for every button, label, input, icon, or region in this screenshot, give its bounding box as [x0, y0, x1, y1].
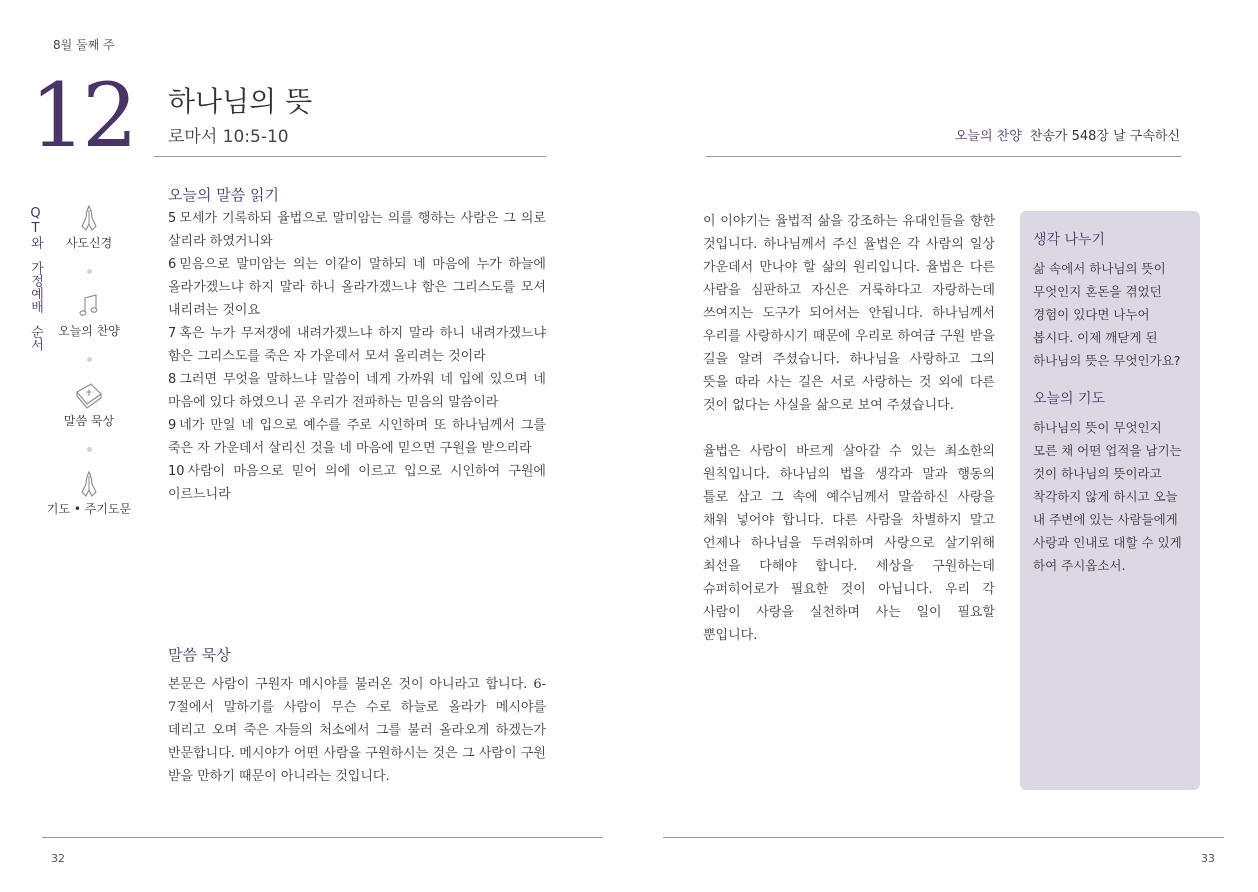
share-thoughts-text: 삶 속에서 하나님의 뜻이 무엇인지 혼돈을 겪었던 경험이 있다면 나누어 봅시다. 이제 깨닫게 된 하나님의 뜻은 무엇인가요?: [1033, 261, 1181, 368]
verse-number: 8: [168, 372, 177, 387]
reading-section-title: 오늘의 말씀 읽기: [168, 186, 279, 204]
verse: [168, 253, 546, 322]
page-number-right: 33: [1201, 852, 1215, 865]
meditation-section: [168, 644, 546, 788]
share-thoughts-title: 생각 나누기: [1033, 232, 1106, 248]
order-step-label: 말씀 묵상: [63, 414, 115, 428]
verse: [168, 368, 546, 414]
header-divider-left: [154, 156, 546, 157]
separator-dot: [87, 447, 92, 452]
footer-divider-left: [42, 837, 603, 838]
worship-order-vertical-label: [27, 206, 41, 351]
verse: [168, 322, 546, 368]
order-step-creed: [44, 204, 134, 251]
vertical-label-part1: QT와: [28, 206, 43, 249]
verse-text: 네가 만일 네 입으로 예수를 주로 시인하며 또 하나님께서 그를 죽은 자 가운데서 살리신 것을 네 마음에 믿으면 구원을 받으리라: [168, 418, 546, 456]
verse: [168, 207, 546, 253]
verse-number: 6: [168, 257, 177, 272]
todays-prayer-text: 하나님의 뜻이 무엇인지 모른 채 어떤 업적을 남기는 것이 하나님의 뜻이라고 착각하지 않게 하시고 오늘 내 주변에 있는 사람들에게 사랑과 인내로 대할 수 있게 하여 주시옵소서.: [1033, 420, 1182, 573]
verse-list: [168, 207, 546, 506]
verse: [168, 460, 546, 506]
reflection-sidebar: [1020, 211, 1200, 790]
page-number-left: 32: [51, 852, 65, 865]
praying-hands-icon: [74, 204, 104, 232]
verse-text: 그러면 무엇을 말하느냐 말씀이 네게 가까워 네 입에 있으며 네 마음에 있다 하였으니 곧 우리가 전파하는 믿음의 말씀이라: [168, 372, 546, 410]
order-step-meditation: [44, 380, 134, 429]
commentary-paragraph: 율법은 사람이 바르게 살아갈 수 있는 최소한의 원칙입니다. 하나님의 법을 생각과 말과 행동의 틀로 삼고 그 속에 예수님께서 말씀하신 사랑을 채워 넣어야 합니다. 다른 사람을 차별하지 말고 언제나 하나님을 두려워하며 사랑으로 살기위해 최선을 다해야 합니다. 세상을 구원하는데 슈퍼히어로가 필요한 것이 아닙니다. 우리 각 사람이 사랑을 실천하며 사는 일이 필요할 뿐입니다.: [703, 444, 995, 643]
meditation-text: 본문은 사람이 구원자 메시야를 불러온 것이 아니라고 합니다. 6-7절에서 말하기를 사람이 무슨 수로 하늘로 올라가 메시야를 데리고 오며 죽은 자들의 처소에서 그를 불러 올라오게 하겠는가 반문합니다. 메시야가 어떤 사람을 구원하시는 것은 그 사람이 구원 받을 만하기 때문이 아니라는 것입니다.: [168, 677, 546, 784]
vertical-label-part3: 순서: [28, 325, 43, 351]
verse-number: 5: [168, 211, 177, 226]
order-step-label: 사도신경: [65, 236, 113, 250]
order-step-label: 오늘의 찬양: [58, 324, 120, 338]
hymn-title: 찬송가 548장 날 구속하신: [1029, 129, 1180, 144]
worship-order-list: [44, 204, 134, 517]
verse-text: 모세가 기록하되 율법으로 말미암는 의를 행하는 사람은 그 의로 살리라 하였거니와: [168, 211, 546, 249]
day-number: 12: [30, 64, 134, 167]
todays-prayer-title: 오늘의 기도: [1033, 391, 1106, 407]
verse-number: 10: [168, 464, 185, 479]
order-step-hymn: [44, 292, 134, 339]
week-label: 8월 둘째 주: [53, 38, 115, 52]
verse-text: 혹은 누가 무저갱에 내려가겠느냐 하지 말라 하니 내려가겠느냐 함은 그리스도를 죽은 자 가운데서 모셔 올리려는 것이라: [168, 326, 546, 364]
order-step-prayer: [44, 470, 134, 517]
music-note-icon: [74, 292, 104, 320]
verse: [168, 414, 546, 460]
separator-dot: [87, 269, 92, 274]
header-divider-right: [706, 156, 1181, 157]
meditation-section-title: 말씀 묵상: [168, 646, 231, 664]
hymn-label: 오늘의 찬양: [954, 129, 1022, 144]
todays-hymn: [955, 125, 1180, 144]
praying-hands-icon: [74, 470, 104, 498]
verse-number: 9: [168, 418, 177, 433]
commentary-paragraph: 이 이야기는 율법적 삶을 강조하는 유대인들을 향한 것입니다. 하나님께서 주신 율법은 각 사람의 일상 가운데서 만나야 할 삶의 원리입니다. 율법은 다른 사람을 심판하고 자신은 거룩하다고 자랑하는데 쓰여지는 도구가 되어서는 안됩니다. 하나님께서 우리를 사랑하시기 때문에 우리로 하여금 구원 받을 길을 알려 주셨습니다. 하나님을 사랑하고 그의 뜻을 따라 사는 길은 서로 사랑하는 것 외에 다른 것이 없다는 사실을 삶으로 보여 주셨습니다.: [703, 214, 995, 413]
verse-text: 믿음으로 말미암는 의는 이같이 말하되 네 마음에 누가 하늘에 올라가겠느냐 하지 말라 하니 올라가겠느냐 함은 그리스도를 모셔 내리려는 것이요: [168, 257, 546, 318]
commentary-text: [703, 210, 995, 670]
vertical-label-part2: 가정예배: [28, 261, 43, 313]
order-step-label: 기도 • 주기도문: [46, 502, 132, 516]
verse-text: 사람이 마음으로 믿어 의에 이르고 입으로 시인하여 구원에 이르느니라: [168, 464, 546, 502]
scripture-reading-section: [168, 184, 546, 506]
scripture-reference: 로마서 10:5-10: [168, 127, 289, 147]
footer-divider-right: [663, 837, 1224, 838]
page-title: 하나님의 뜻: [168, 85, 313, 118]
separator-dot: [87, 357, 92, 362]
verse-number: 7: [168, 326, 177, 341]
bible-icon: [73, 380, 105, 410]
